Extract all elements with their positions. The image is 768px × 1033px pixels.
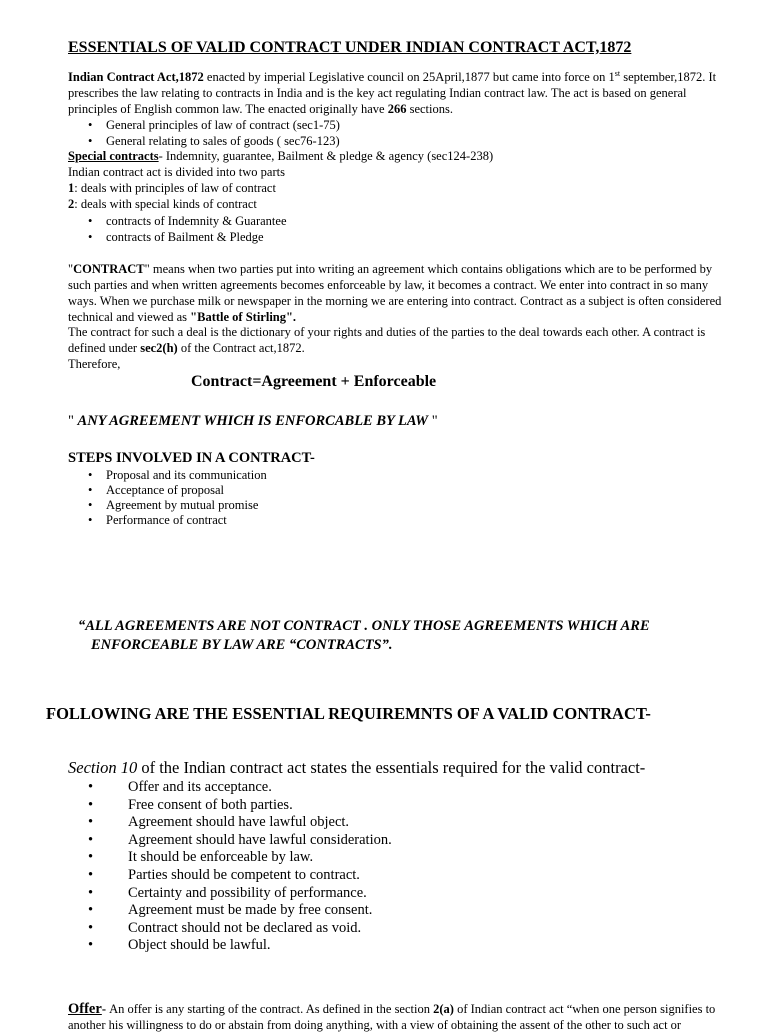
part-bullet-list (68, 213, 287, 245)
divided-line: Indian contract act is divided into two parts (68, 165, 285, 179)
section10-line (68, 758, 645, 778)
offer-label: Offer (68, 1001, 102, 1017)
section-reference: 2(a) (433, 1002, 454, 1016)
part-text: : deals with special kinds of contract (74, 197, 257, 211)
list-item: • Object should be lawful. (68, 937, 392, 955)
intro-text: sections. (406, 102, 453, 116)
enforceable-quote (68, 412, 438, 430)
quote-mark: " (428, 413, 438, 429)
steps-list (68, 468, 267, 528)
dictionary-paragraph (68, 324, 724, 356)
section10-label: Section 10 (68, 758, 138, 777)
part-number: 2 (68, 197, 75, 211)
list-item: • Parties should be competent to contract. (68, 867, 392, 885)
therefore-line: Therefore, (68, 357, 121, 371)
list-item: • Free consent of both parties. (68, 797, 392, 815)
list-item: • Performance of contract (68, 513, 267, 528)
list-item: • Agreement by mutual promise (68, 498, 267, 513)
list-item: • contracts of Bailment & Pledge (68, 229, 287, 245)
document-title: ESSENTIALS OF VALID CONTRACT UNDER INDIAN CONTRACT ACT,1872 (68, 39, 632, 56)
section10-text: of the Indian contract act states the essentials required for the valid contract- (137, 758, 646, 777)
list-item: • Acceptance of proposal (68, 483, 267, 498)
list-item: • General relating to sales of goods ( sec76-123) (68, 133, 340, 149)
list-item: • Contract should not be declared as void. (68, 920, 392, 938)
essentials-heading: FOLLOWING ARE THE ESSENTIAL REQUIREMNTS OF A VALID CONTRACT- (46, 704, 651, 723)
battle-of-stirling: "Battle of Stirling". (190, 310, 297, 324)
superscript: st (614, 68, 621, 78)
list-item: • Agreement must be made by free consent. (68, 902, 392, 920)
contract-definition-paragraph (68, 261, 724, 325)
definition-text: " means when two parties put into writing an agreement which contains obligations which are to be performed by such parties and when written agreements becomes enforceable by law, it becomes a contract. We enter into contract in so many ways. When we purchase milk or newspaper in the morning we are entering into contract. Contract as a subject is often considered technical and viewed as (68, 262, 722, 324)
list-item: • Proposal and its communication (68, 468, 267, 483)
special-contracts-label: Special contracts (68, 149, 159, 163)
special-contracts-line (68, 148, 724, 164)
list-item: • Agreement should have lawful object. (68, 814, 392, 832)
dictionary-text: The contract for such a deal is the dictionary of your rights and duties of the parties to the deal towards each other. A contract is defined under (68, 325, 706, 355)
offer-dash: - (101, 1002, 110, 1016)
offer-paragraph (68, 1001, 724, 1033)
contract-word: CONTRACT (73, 262, 145, 276)
list-item: • contracts of Indemnity & Guarantee (68, 213, 287, 229)
intro-text: enacted by imperial Legislative council on 25April,1877 but came into force on 1 (203, 70, 615, 84)
part-one-line (68, 180, 724, 196)
list-item: • General principles of law of contract (sec1-75) (68, 117, 340, 133)
part-two-line (68, 196, 724, 212)
steps-heading: STEPS INVOLVED IN A CONTRACT- (68, 450, 315, 466)
section-reference: sec2(h) (140, 341, 178, 355)
part-number: 1 (68, 181, 75, 195)
list-item: • Agreement should have lawful consideration. (68, 832, 392, 850)
intro-bullet-list (68, 117, 340, 149)
special-contracts-text: - Indemnity, guarantee, Bailment & pledge & agency (sec124-238) (158, 149, 494, 163)
quote-mark: " (68, 262, 74, 276)
list-item: • Offer and its acceptance. (68, 779, 392, 797)
sections-count: 266 (387, 102, 407, 116)
intro-text: september,1872. It prescribes the law relating to contracts in India and is the key act regulating Indian contract law. The act is based on general principles of English common law. The enacted originally have (68, 70, 717, 116)
essentials-list (68, 779, 392, 955)
list-item: • It should be enforceable by law. (68, 849, 392, 867)
offer-text: of Indian contract act “when one person signifies to another his willingness to do or abstain from doing anything, with a view of obtaining the assent of the other to such act or (68, 1002, 716, 1032)
agreements-quote-line-1: “ALL AGREEMENTS ARE NOT CONTRACT . ONLY THOSE AGREEMENTS WHICH ARE (78, 618, 650, 634)
act-name: Indian Contract Act,1872 (68, 70, 204, 84)
offer-text: An offer is any starting of the contract. As defined in the section (109, 1002, 434, 1016)
quote-mark: " (68, 413, 78, 429)
agreements-quote-line-2: ENFORCEABLE BY LAW ARE “CONTRACTS”. (91, 637, 393, 653)
intro-paragraph (68, 69, 724, 117)
dictionary-text: of the Contract act,1872. (177, 341, 305, 355)
list-item: • Certainty and possibility of performance. (68, 885, 392, 903)
formula-line: Contract=Agreement + Enforceable (191, 373, 437, 390)
quote-text: ANY AGREEMENT WHICH IS ENFORCABLE BY LAW (77, 413, 429, 429)
part-text: : deals with principles of law of contract (74, 181, 276, 195)
